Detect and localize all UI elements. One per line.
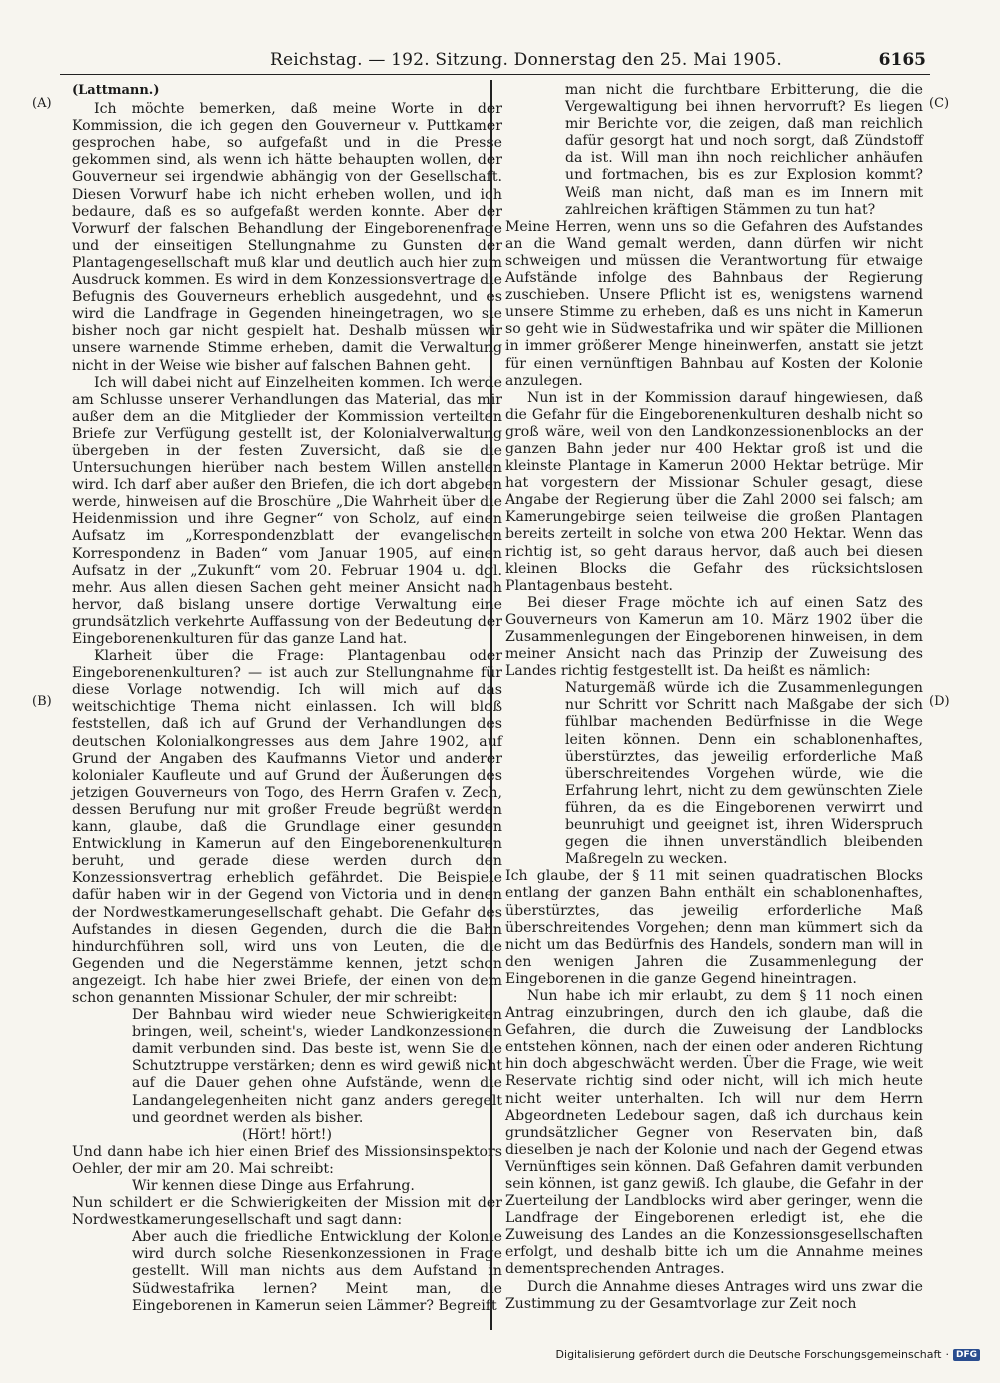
paragraph: Ich glaube, der § 11 mit seinen quadratischen Blocks entlang der ganzen Bahn enthält ein schablonenhaftes, überstürztes, das jeweilig erforderliche Maß überschreitendes Vorgehen; denn man kümmert sich da nicht um das Bedürfnis des Handels, sondern man will in den wenigen Jahren die Zusammenlegung der Eingeborenen in die ganze Gegend hineintragen. xyxy=(505,868,923,987)
paragraph: Klarheit über die Frage: Plantagenbau oder Eingeborenenkulturen? — ist auch zur Stellungnahme für diese Vorlage notwendig. Ich will mich auf das weitschichtige Thema nicht einlassen. Ich will bloß feststellen, daß ich auf Grund der Verhandlungen des deutschen Kolonialkongresses aus dem Jahre 1902, auf Grund der Angaben des Kaufmanns Vietor und anderer kolonialer Kaufleute und auf Grund der Äußerungen des jetzigen Gouverneurs von Togo, des Herrn Grafen v. Zech, dessen Berufung nur mit großer Freude begrüßt werden kann, glaube, daß die Grundlage einer gesunden Entwicklung in Kamerun auf den Eingeborenenkulturen beruht, und gerade diese werden durch den Konzessionsvertrag erheblich gefährdet. Die Beispiele dafür haben wir in der Gegend von Victoria und in denen der Nordwestkamerungesellschaft gehabt. Die Gefahr des Aufstandes in diesen Gegenden, durch die die Bahn hindurchführen soll, wird uns von Leuten, die die Gegenden und die Negerstämme kennen, jetzt schon angezeigt. Ich habe hier zwei Briefe, der einen von dem schon genannten Missionar Schuler, der mir schreibt: xyxy=(72,648,502,1006)
paragraph: Meine Herren, wenn uns so die Gefahren des Aufstandes an die Wand gemalt werden, dann dürfen wir nicht schweigen und müssen die Verantwortung für etwaige Aufstände infolge des Bahnbaus der Regierung zuschieben. Unsere Pflicht ist es, wenigstens warnend unsere Stimme zu erheben, daß es uns nicht in Kamerun so geht wie in Südwestafrika und wir später die Millionen in immer größerer Menge hineinwerfen, anstatt sie jetzt für einen vernünftigen Bahnbau auf Kosten der Kolonie anzulegen. xyxy=(505,218,923,389)
paragraph: Nun habe ich mir erlaubt, zu dem § 11 noch einen Antrag einzubringen, durch den ich glaube, daß die Gefahren, die durch die Zuweisung der Landblocks entstehen können, nach der einen oder anderen Richtung hin doch abgeschwächt werden. Über die Frage, wie weit Reservate richtig sind oder nicht, will ich mich heute nicht weiter unterhalten. Ich will nur dem Herrn Abgeordneten Ledebour sagen, daß ich durchaus kein grundsätzlicher Gegner von Reservaten bin, daß dieselben je nach der Kolonie und nach der Gegend etwas Vernünftiges sein können. Daß Gefahren damit verbunden sein können, ist ganz gewiß. Ich glaube, die Gefahr in der Zuerteilung der Landblocks wird aber geringer, wenn die Landfrage der Eingeborenen erledigt ist, ehe die Zuweisung des Landes an die Konzessionsgesellschaften erfolgt, und deshalb bitte ich um die Annahme meines dementsprechenden Antrages. xyxy=(505,987,923,1278)
footer-text: Digitalisierung gefördert durch die Deutsche Forschungsgemeinschaft xyxy=(555,1348,942,1361)
dfg-logo-icon: DFG xyxy=(953,1349,980,1361)
interjection: (Hört! hört!) xyxy=(242,1126,332,1143)
paragraph: Ich möchte bemerken, daß meine Worte in der Kommission, die ich gegen den Gouverneur v. Puttkamer gesprochen habe, so aufgefaßt und in die Presse gekommen sind, als wenn ich hätte behaupten wollen, der Gouverneur sei irgendwie abhängig von der Gesellschaft. Diesen Vorwurf habe ich nicht erheben wollen, und ich bedaure, daß es so aufgefaßt werden konnte. Aber der Vorwurf der falschen Behandlung der Eingeborenenfrage und der einseitigen Stellungnahme zu Gunsten der Plantagengesellschaft muß klar und deutlich auch hier zum Ausdruck kommen. Es wird in dem Konzessionsvertrage die Befugnis des Gouverneurs erheblich ausgedehnt, und es wird die Landfrage in Gegenden hineingetragen, wo sie bisher noch gar nicht gespielt hat. Deshalb müssen wir unsere warnende Stimme erheben, damit die Verwaltung nicht in der Weise wie bisher auf falschen Bahnen geht. xyxy=(72,101,502,374)
paragraph: Nun schildert er die Schwierigkeiten der Mission mit der Nordwestkamerungesellschaft und sagt dann: xyxy=(72,1195,502,1229)
page-header xyxy=(60,50,930,75)
paragraph: Durch die Annahme dieses Antrages wird uns zwar die Zustimmung zu der Gesamtvorlage zur Zeit noch xyxy=(505,1278,923,1312)
paragraph: Ich will dabei nicht auf Einzelheiten kommen. Ich werde am Schlusse unserer Verhandlungen das Material, das mir außer dem an die Mitglieder der Kommission verteilten Briefe zur Verfügung gestellt ist, der Kolonialverwaltung übergeben in der festen Zuversicht, daß sie die Untersuchungen hierüber nach bestem Willen anstellen wird. Ich darf aber außer den Briefen, die ich dort abgeben werde, hinweisen auf die Broschüre „Die Wahrheit über die Heidenmission und ihre Gegner“ von Scholz, auf einen Aufsatz im „Korrespondenzblatt der evangelischen Korrespondenz in Baden“ vom Januar 1905, auf einen Aufsatz in der „Zukunft“ vom 20. Februar 1904 u. dgl. mehr. Aus allen diesen Sachen geht meiner Ansicht nach hervor, daß bislang unsere dortige Verwaltung eine grundsätzlich verkehrte Auffassung von der Bedeutung der Eingeborenenkulturen für das ganze Land hat. xyxy=(72,374,502,647)
quotation: Wir kennen diese Dinge aus Erfahrung. xyxy=(132,1178,415,1194)
page-number: 6165 xyxy=(878,50,926,70)
page-title: Reichstag. — 192. Sitzung. Donnerstag den 25. Mai 1905. xyxy=(270,50,782,70)
quotation: Der Bahnbau wird wieder neue Schwierigkeiten bringen, weil, scheint's, wieder Landkonzessionen damit verbunden sind. Das beste ist, wenn Sie die Schutztruppe verstärken; denn es wird gewiß nicht auf die Dauer gehen ohne Aufstände, wenn die Landangelegenheiten nicht ganz anders geregelt und geordnet werden als bisher. xyxy=(132,1007,502,1126)
margin-marker-c: (C) xyxy=(929,96,950,111)
paragraph: Bei dieser Frage möchte ich auf einen Satz des Gouverneurs von Kamerun am 10. März 1902 über die Zusammenlegungen der Eingeborenen hinweisen, in dem meiner Ansicht nach das Prinzip der Zuweisung des Landes richtig festgestellt ist. Da heißt es nämlich: xyxy=(505,594,923,680)
speaker-name: (Lattmann.) xyxy=(72,83,160,98)
digitization-footer: Digitalisierung gefördert durch die Deutsche Forschungsgemeinschaft · DFG xyxy=(556,1348,980,1361)
left-column xyxy=(72,82,502,1315)
paragraph: Und dann habe ich hier einen Brief des Missionsinspektors Oehler, der mir am 20. Mai schreibt: xyxy=(72,1143,502,1177)
right-column xyxy=(505,82,923,1313)
margin-marker-b: (B) xyxy=(32,694,52,709)
margin-marker-d: (D) xyxy=(929,694,950,709)
quotation: Naturgemäß würde ich die Zusammenlegungen nur Schritt vor Schritt nach Maßgabe der sich fühlbar machenden Bedürfnisse in die Wege leiten können. Denn ein schablonenhaftes, überstürztes, das jeweilig erforderliche Maß überschreitendes Vorgehen würde, wie die Erfahrung lehrt, nicht zu dem gewünschten Ziele führen, da es die Eingeborenen verwirrt und beunruhigt und geeignet ist, ihren Widerspruch gegen die ihnen unverständlich bleibenden Maßregeln zu wecken. xyxy=(565,680,923,868)
paragraph: Nun ist in der Kommission darauf hingewiesen, daß die Gefahr für die Eingeborenenkulturen deshalb nicht so groß wäre, weil von den Landkonzessionenblocks an der ganzen Bahn jeder nur 400 Hektar groß ist und die kleinste Plantage in Kamerun 2000 Hektar betrüge. Mir hat vorgestern der Missionar Schuler gesagt, diese Angabe der Regierung über die Zahl 2000 sei falsch; am Kamerungebirge seien teilweise die großen Plantagen bereits zerteilt in solche von etwa 200 Hektar. Wenn das richtig ist, so geht daraus hervor, daß auch bei diesen kleinen Blocks die Gefahr des rücksichtslosen Plantagenbaus besteht. xyxy=(505,389,923,594)
quotation: man nicht die furchtbare Erbitterung, die die Vergewaltigung bei ihnen hervorruft? Es liegen mir Berichte vor, die zeigen, daß man reichlich dafür gesorgt hat und noch sorgt, daß Zündstoff da ist. Will man ihn noch reichlicher anhäufen und fortmachen, bis es zur Explosion kommt? Weiß man nicht, daß man es im Innern mit zahlreichen kräftigen Stämmen zu tun hat? xyxy=(565,82,923,218)
quotation: Aber auch die friedliche Entwicklung der Kolonie wird durch solche Riesenkonzessionen in Frage gestellt. Will man nichts aus dem Aufstand in Südwestafrika lernen? Meint man, die Eingeborenen in Kamerun seien Lämmer? Begreift xyxy=(132,1229,502,1314)
margin-marker-a: (A) xyxy=(32,96,52,111)
